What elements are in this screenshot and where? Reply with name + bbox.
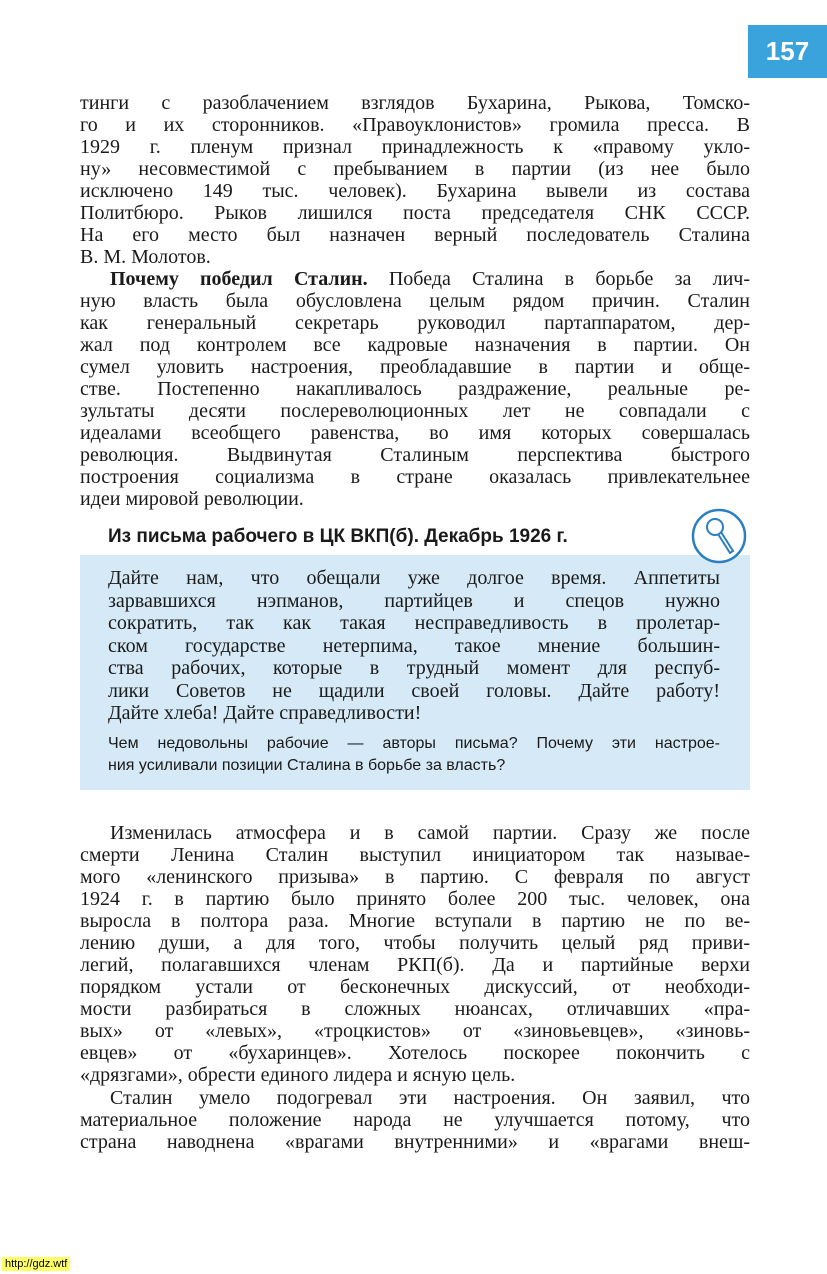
text-line: го и их сторонников. «Правоуклонистов» громила пресса. В	[80, 114, 750, 136]
text-line: Дайте хлеба! Дайте справедливости!	[108, 702, 422, 724]
text-line: революция. Выдвинутая Сталиным перспектива быстрого	[80, 444, 750, 466]
text-line: ну» несовместимой с пребыванием в партии (из нее было	[80, 158, 750, 180]
paragraph-3	[80, 822, 750, 1086]
text-line: евцев» от «бухаринцев». Хотелось поскорее покончить с	[80, 1042, 750, 1064]
text-line: сумел уловить настроения, преобладавшие в партии и обще-	[80, 356, 750, 378]
text-line: зультаты десяти послереволюционных лет не совпадали с	[80, 400, 750, 422]
document-box	[80, 555, 750, 790]
text-line: Дайте нам, что обещали уже долгое время. Аппетиты	[108, 567, 720, 589]
watermark-link[interactable]: http://gdz.wtf	[2, 1257, 70, 1271]
text-line: Сталин умело подогревал эти настроения. Он заявил, что	[110, 1087, 750, 1109]
text-line: мости разбираться в сложных нюансах, отличавших «пра-	[80, 998, 750, 1020]
text-line: лики Советов не щадили своей головы. Дайте работу!	[108, 679, 720, 702]
paragraph-2	[80, 268, 750, 510]
paragraph-4	[80, 1087, 750, 1153]
text-line: выросла в полтора раза. Многие вступали в партию не по ве-	[80, 910, 750, 932]
text-line: идеи мировой революции.	[80, 488, 304, 510]
text-line: ства рабочих, которые в трудный момент для респуб-	[108, 657, 720, 679]
text-line: построения социализма в стране оказалась привлекательнее	[80, 466, 750, 488]
page-number: 157	[748, 25, 827, 78]
text-line: мого «ленинского призыва» в партию. С февраля по август	[80, 866, 750, 888]
text-line: На его место был назначен верный последователь Сталина	[80, 224, 750, 246]
text-line: зарвавшихся нэпманов, партийцев и спецов нужно	[108, 589, 720, 612]
text-line: исключено 149 тыс. человек). Бухарина вывели из состава	[80, 180, 750, 202]
text-line: вых» от «левых», «троцкистов» от «зиновьевцев», «зиновь-	[80, 1020, 750, 1042]
text-line: сократить, так как такая несправедливость в пролетар-	[108, 612, 720, 634]
text-line: материальное положение народа не улучшается потому, что	[80, 1109, 750, 1131]
text-line: Изменилась атмосфера и в самой партии. Сразу же после	[110, 822, 750, 844]
question-line: ния усиливали позиции Сталина в борьбе за власть?	[108, 757, 506, 774]
text-line: легий, полагавшихся членам РКП(б). Да и партийные верхи	[80, 954, 750, 976]
text-line: стве. Постепенно накапливалось раздражение, реальные ре-	[80, 378, 750, 400]
text-line: тинги с разоблачением взглядов Бухарина, Рыкова, Томско-	[80, 92, 750, 114]
text-line: страна наводнена «врагами внутренними» и «врагами внеш-	[80, 1131, 750, 1153]
document-text	[108, 567, 720, 725]
magnifier-icon	[690, 507, 748, 565]
text-line: В. М. Молотов.	[80, 246, 211, 268]
text-line: лению души, а для того, чтобы получить целый ряд приви-	[80, 932, 750, 954]
text-line: 1924 г. в партию было принято более 200 тыс. человек, она	[80, 888, 750, 910]
text-line: как генеральный секретарь руководил партаппаратом, дер-	[80, 312, 750, 334]
text-line: смерти Ленина Сталин выступил инициатором так называе-	[80, 844, 750, 866]
text-line: «дрязгами», обрести единого лидера и ясную цель.	[80, 1064, 516, 1086]
paragraph-1	[80, 92, 750, 268]
document-questions	[108, 733, 720, 777]
document-title: Из письма рабочего в ЦК ВКП(б). Декабрь 1926 г.	[108, 526, 568, 547]
text-line: Почему победил Сталин. Победа Сталина в борьбе за лич-	[110, 268, 750, 290]
question-line: Чем недовольны рабочие — авторы письма? Почему эти настрое-	[108, 735, 720, 752]
section-heading: Почему победил Сталин.	[110, 268, 368, 290]
text-line: 1929 г. пленум признал принадлежность к «правому укло-	[80, 136, 750, 158]
text-line: идеалами всеобщего равенства, во имя которых совершалась	[80, 422, 750, 444]
text-line: ную власть была обусловлена целым рядом причин. Сталин	[80, 290, 750, 312]
text-line: порядком устали от бесконечных дискуссий, от необходи-	[80, 976, 750, 998]
text-line: Политбюро. Рыков лишился поста председателя СНК СССР.	[80, 202, 750, 224]
text-line: жал под контролем все кадровые назначения в партии. Он	[80, 334, 750, 356]
text-line: ском государстве нетерпима, такое мнение большин-	[108, 634, 720, 657]
